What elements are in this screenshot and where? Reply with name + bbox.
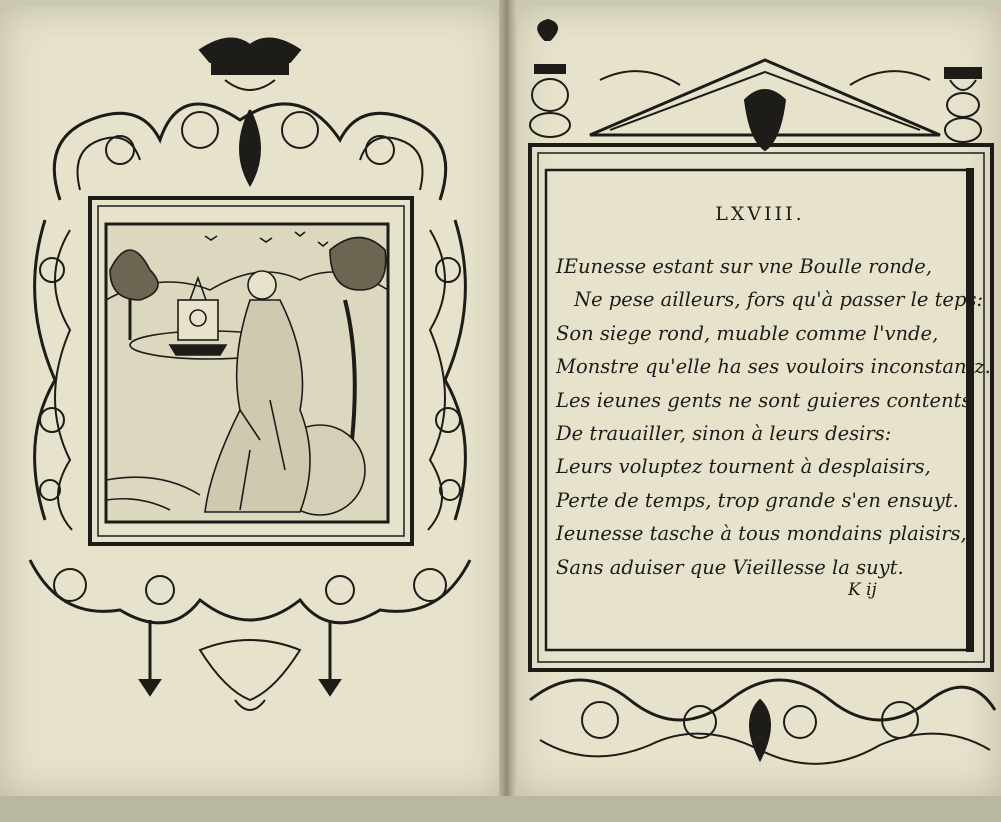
verse-line: Monstre qu'elle ha ses vouloirs inconstantz. <box>556 355 991 379</box>
verse-line: De trauailler, sinon à leurs desirs: <box>556 422 892 446</box>
verse-line: IEunesse estant sur vne Boulle ronde, <box>556 255 933 278</box>
verse-line: Ieunesse tasche à tous mondains plaisirs, <box>556 522 967 546</box>
verse-line: Les ieunes gents ne sont guieres contents <box>556 388 972 412</box>
verse-line: Sans aduiser que Vieillesse la suyt. <box>556 555 904 579</box>
verse-line: Perte de temps, trop grande s'en ensuyt. <box>556 488 959 512</box>
emblem-numeral: LXVIII. <box>715 203 805 225</box>
signature-mark: K ij <box>848 580 877 600</box>
verse-line: Leurs voluptez tournent à desplaisirs, <box>556 455 931 479</box>
poem-verse <box>556 250 991 584</box>
verse-line: Son siege rond, muable comme l'vnde, <box>556 321 939 345</box>
verse-line: Ne pese ailleurs, fors qu'à passer le teps: <box>574 288 984 312</box>
